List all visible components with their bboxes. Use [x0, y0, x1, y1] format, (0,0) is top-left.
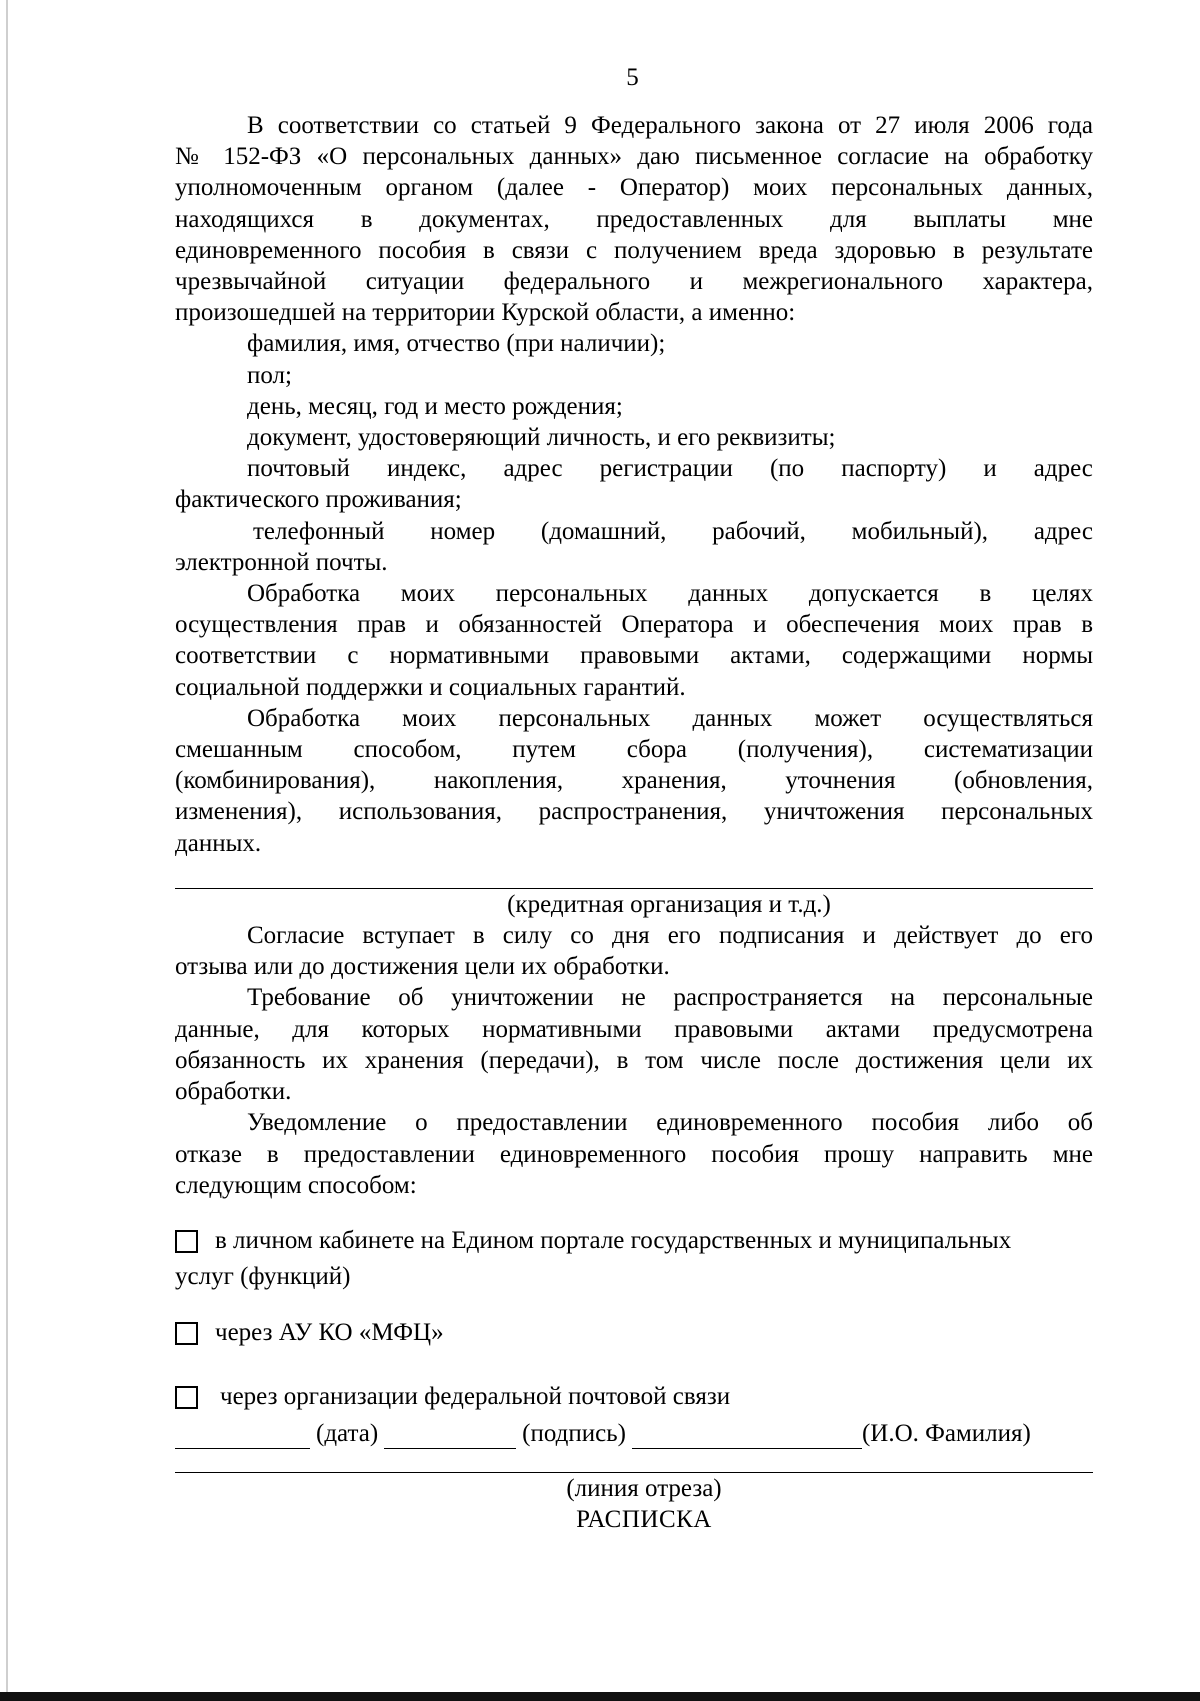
list-item-sex: пол; — [247, 361, 292, 389]
intro-line: единовременного пособия в связи с получением вреда здоровью в результате — [175, 236, 1093, 264]
methods-line: смешанным способом, путем сбора (получения), систематизации — [175, 736, 1093, 764]
page-number: 5 — [626, 64, 639, 91]
signature-blank[interactable] — [384, 1423, 516, 1449]
word: рабочий, — [712, 517, 806, 545]
name-label: (И.О. Фамилия) — [861, 1419, 1031, 1447]
word: (домашний, — [540, 517, 667, 545]
purpose-line: социальной поддержки и социальных гарантий. — [175, 673, 686, 701]
word: (по — [769, 455, 805, 483]
option-post — [175, 1381, 1093, 1412]
option-label: в личном кабинете на Едином портале государственных и муниципальных — [215, 1226, 1012, 1254]
word: индекс, — [386, 455, 467, 483]
intro-line: № 152-ФЗ «О персональных данных» даю письменное согласие на обработку — [175, 143, 1093, 171]
destruction-paragraph — [175, 982, 1093, 1107]
scan-edge-bottom — [0, 1692, 1200, 1701]
methods-line: данных. — [175, 829, 262, 857]
cut-caption: (линия отреза) — [566, 1474, 722, 1502]
word: адрес — [1033, 455, 1093, 483]
methods-line: Обработка моих персональных данных может осуществляться — [247, 704, 1093, 732]
notification-line: отказе в предоставлении единовременного пособия прошу направить мне — [175, 1140, 1093, 1168]
intro-line: находящихся в документах, предоставленных для выплаты мне — [175, 205, 1093, 233]
word: и — [983, 455, 997, 483]
intro-line: уполномоченным органом (далее - Оператор) моих персональных данных, — [175, 174, 1093, 202]
notification-line: следующим способом: — [175, 1171, 417, 1199]
methods-line: (комбинирования), накопления, хранения, уточнения (обновления, — [175, 767, 1093, 795]
option-label-cont: услуг (функций) — [175, 1263, 351, 1291]
word: адрес — [1033, 517, 1093, 545]
scan-edge-left — [6, 0, 8, 1701]
word: мобильный), — [851, 517, 989, 545]
word: паспорту) — [841, 455, 947, 483]
purpose-line: соответствии с нормативными правовыми актами, содержащими нормы — [175, 642, 1093, 670]
word: почтовый — [247, 455, 350, 483]
destruction-line: обработки. — [175, 1078, 292, 1106]
signature-row — [175, 1418, 1093, 1449]
destruction-line: данные, для которых нормативными правовыми актами предусмотрена — [175, 1015, 1093, 1043]
option-portal-checkbox[interactable] — [175, 1230, 198, 1253]
destruction-line: обязанность их хранения (передачи), в том числе после достижения цели их — [175, 1046, 1093, 1074]
option-label: через АУ КО «МФЦ» — [215, 1319, 444, 1347]
receipt-title: РАСПИСКА — [576, 1506, 712, 1534]
destruction-line: Требование об уничтожении не распространяется на персональные — [247, 984, 1093, 1012]
option-mfc — [175, 1317, 1093, 1348]
option-portal — [175, 1225, 1093, 1292]
signature-label: (подпись) — [522, 1419, 626, 1447]
word: номер — [430, 517, 496, 545]
list-item-full-name: фамилия, имя, отчество (при наличии); — [247, 330, 666, 358]
date-blank[interactable] — [175, 1423, 310, 1449]
option-mfc-checkbox[interactable] — [175, 1322, 198, 1345]
purpose-paragraph — [175, 578, 1093, 703]
intro-paragraph — [175, 110, 1093, 328]
word: адрес — [503, 455, 563, 483]
methods-paragraph — [175, 703, 1093, 859]
validity-line: Согласие вступает в силу со дня его подписания и действует до его — [247, 922, 1093, 950]
list-item-phone-cont: электронной почты. — [175, 548, 388, 576]
intro-line: произошедшей на территории Курской области, а именно: — [175, 299, 796, 327]
methods-line: изменения), использования, распространения, уничтожения персональных — [175, 798, 1093, 826]
date-label: (дата) — [316, 1419, 379, 1447]
validity-line: отзыва или до достижения цели их обработки. — [175, 953, 670, 981]
personal-data-list — [175, 328, 1093, 578]
option-post-checkbox[interactable] — [175, 1386, 198, 1409]
list-item-postal-address — [175, 453, 1093, 484]
purpose-line: Обработка моих персональных данных допускается в целях — [247, 580, 1093, 608]
validity-paragraph — [175, 920, 1093, 982]
name-blank[interactable] — [632, 1423, 862, 1449]
option-label: через организации федеральной почтовой связи — [220, 1382, 731, 1410]
notification-paragraph — [175, 1107, 1093, 1201]
list-item-postal-cont: фактического проживания; — [175, 486, 462, 514]
intro-line: В соответствии со статьей 9 Федерального закона от 27 июля 2006 года — [247, 112, 1093, 139]
purpose-line: осуществления прав и обязанностей Оператора и обеспечения моих прав в — [175, 611, 1093, 639]
word: регистрации — [599, 455, 733, 483]
word: телефонный — [253, 517, 385, 545]
document-body — [175, 110, 1093, 1535]
delivery-options — [175, 1225, 1093, 1412]
notification-line: Уведомление о предоставлении единовременного пособия либо об — [247, 1109, 1093, 1137]
list-item-id-document: документ, удостоверяющий личность, и его реквизиты; — [247, 424, 836, 452]
credit-org-caption: (кредитная организация и т.д.) — [507, 890, 831, 918]
list-item-birth: день, месяц, год и место рождения; — [247, 392, 623, 420]
list-item-phone — [175, 516, 1093, 547]
intro-line: чрезвычайной ситуации федерального и межрегионального характера, — [175, 268, 1093, 296]
